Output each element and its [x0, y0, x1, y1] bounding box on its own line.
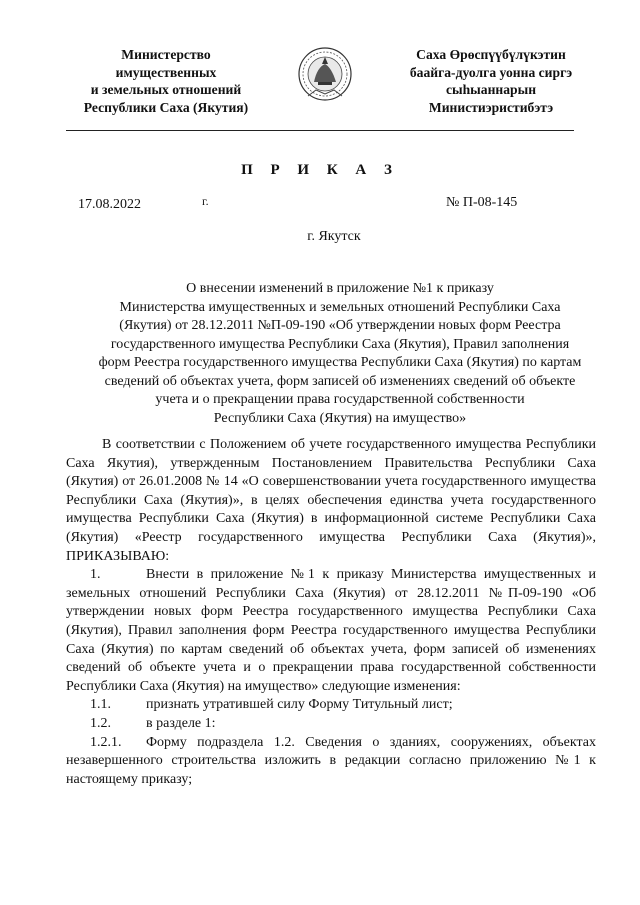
item-1-1 — [66, 696, 596, 715]
item-text: признать утратившей силу Форму Титульный лист; — [146, 697, 453, 713]
ministry-name-line: сыһыаннарын — [445, 82, 537, 97]
subject-line: сведений об объектах учета, форм записей об изменениях сведений об объекте — [104, 373, 576, 389]
ministry-name-line: Саха Өрөспүүбүлүкэтин — [416, 47, 566, 62]
item-1 — [66, 566, 596, 696]
order-number-value: П-08-145 — [462, 195, 518, 210]
subject-line: Министерства имущественных и земельных отношений Республики Саха — [119, 299, 561, 315]
item-text: в разделе 1: — [146, 715, 216, 731]
subject-line: О внесении изменений в приложение №1 к приказу — [186, 281, 494, 296]
subject-line: государственного имущества Республики Саха (Якутия), Правил заполнения — [110, 336, 570, 352]
order-number — [446, 195, 517, 211]
subject-line: учета и о прекращении права государственной собственности — [155, 392, 525, 407]
ministry-name-russian — [66, 46, 266, 116]
order-subject — [70, 280, 610, 428]
subject-line: Республики Саха (Якутия) на имущество» — [213, 410, 467, 426]
ministry-name-yakut — [376, 46, 606, 116]
item-1-2 — [66, 715, 596, 734]
ministry-name-line: Республики Саха (Якутия) — [83, 99, 249, 115]
ministry-name-line: баайга-дуолга уонна сиргэ — [409, 64, 573, 80]
item-text: Форму подраздела 1.2. Сведения о зданиях, сооружениях, объектах незавершенного строительства изложить в редакции согласно приложению №1 к настоящему приказу; — [66, 734, 596, 787]
order-body — [66, 436, 596, 789]
intro-paragraph: В соответствии с Положением об учете государственного имущества Республики Саха Якутия), утвержденным Постановлением Правительства Республики Саха (Якутия) от 26.01.2008 № 14 «О совершенствовании учета государственного имущества Республики Саха (Якутия)», в целях обеспечения единства учета государственного имущества Республики Саха (Якутия) в информационной системе Республики Саха (Якутия) «Реестр государственного имущества Республики Саха (Якутия)», ПРИКАЗЫВАЮ: — [66, 437, 596, 564]
ministry-name-line: Министерство — [121, 47, 211, 62]
document-title: П Р И К А З — [241, 162, 399, 178]
header-divider — [66, 130, 574, 131]
year-suffix: г. — [202, 194, 209, 208]
item-text: Внести в приложение №1 к приказу Министерства имущественных и земельных отношений Республики Саха (Якутия) от 28.12.2011 №П-09-190 «Об утверждении новых форм Реестра государственного имущества Республики Саха (Якутия), Правил заполнения форм Реестра государственного имущества Республики Саха (Якутия) по картам сведений об объектах учета, форм записей об изменениях сведений об объекте учета и о прекращении права государственной собственности Республики Саха (Якутия) на имущество» следующие изменения: — [66, 567, 596, 694]
subject-line: форм Реестра государственного имущества Республики Саха (Якутия) по картам — [98, 355, 582, 370]
order-date: 17.08.2022 — [78, 197, 141, 212]
subject-line: (Якутия) от 28.12.2011 №П-09-190 «Об утверждении новых форм Реестра — [119, 318, 561, 333]
ministry-name-line: имущественных — [115, 64, 217, 80]
item-number: 1. — [90, 567, 101, 583]
order-city: г. Якутск — [307, 229, 361, 244]
ministry-name-line: и земельных отношений — [90, 82, 242, 97]
item-number: 1.2.1. — [90, 734, 122, 750]
ministry-name-line: Министиэристибэтэ — [428, 99, 554, 115]
coat-of-arms-icon — [296, 44, 354, 108]
number-sign: № — [446, 195, 460, 210]
item-1-2-1 — [66, 734, 596, 790]
item-number: 1.1. — [90, 697, 111, 713]
item-number: 1.2. — [90, 715, 111, 731]
